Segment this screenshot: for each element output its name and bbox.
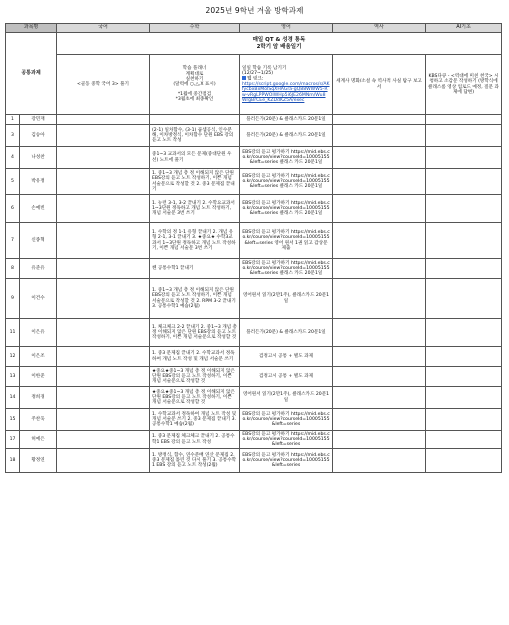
- english-task: EBS강의 듣고 평가하기 https://mid.ebs.co.kr/course/view?courseId=10005155&left=series 영어 원서 1권 읽고 감상문 제출: [240, 223, 333, 259]
- history-task: [333, 115, 426, 125]
- korean-task: [57, 319, 150, 347]
- row-number: 15: [6, 409, 20, 431]
- history-task: [333, 367, 426, 387]
- row-number: 4: [6, 147, 20, 169]
- student-name: 김승아: [20, 125, 57, 147]
- math-task: 1. 중3 문제집 끝내기 2. 수학교과서 정독하여 개념 노트 작성 및 개념 서술문 쓰기: [150, 347, 240, 367]
- history-task: [333, 195, 426, 223]
- ai-task: [426, 319, 502, 347]
- table-row: [6, 279, 502, 319]
- header-korean: 국어: [57, 24, 150, 33]
- banner-cell: [57, 33, 502, 55]
- history-task: [333, 449, 426, 473]
- korean-task: [57, 195, 150, 223]
- korean-task: [57, 169, 150, 195]
- row-number: 18: [6, 449, 20, 473]
- korean-task: [57, 259, 150, 279]
- table-row: [6, 367, 502, 387]
- math-task: 1. 수학교과서 정독하여 개념 노트 작성 및 개념 서술문 쓰기 2. 중3 문제집 끝내기 3. 공통수학1 예습(2월): [150, 409, 240, 431]
- common-korean: <골동 중학 국어 3> 풀기: [57, 55, 150, 115]
- english-task: EBS강의 듣고 평가하기 https://mid.ebs.co.kr/course/view?courseId=10005155&left=series 클래스 카드 20문1일: [240, 147, 333, 169]
- ai-task: [426, 223, 502, 259]
- header-subject: 과목명: [6, 24, 57, 33]
- row-number: 12: [6, 347, 20, 367]
- korean-task: [57, 223, 150, 259]
- history-task: [333, 169, 426, 195]
- table-row: [6, 147, 502, 169]
- history-task: [333, 409, 426, 431]
- ai-task: [426, 169, 502, 195]
- ai-task: [426, 449, 502, 473]
- table-row: [6, 319, 502, 347]
- banner-line-1: 매일 QT & 성경 통독: [252, 37, 306, 43]
- row-number: 8: [6, 259, 20, 279]
- math-task: 1. 뉴런 3-1, 3-2 끝내기 2. 수학요교과서 1~3단원 정독하고 개념 노트 작성하기, 개념 서술문 3번 쓰기: [150, 195, 240, 223]
- history-task: [333, 147, 426, 169]
- student-name: 유준유: [20, 259, 57, 279]
- english-task: 플러든가(20문) & 클래스카드 20문1일: [240, 125, 333, 147]
- english-task: EBS강의 듣고 평가하기 https://mid.ebs.co.kr/course/view?courseId=10005155&left=series: [240, 409, 333, 431]
- ai-task: [426, 259, 502, 279]
- row-number: 9: [6, 279, 20, 319]
- ai-task: [426, 367, 502, 387]
- math-line: *3월초에 최종확인: [175, 97, 214, 103]
- table-row: [6, 195, 502, 223]
- english-task: EBS강의 듣고 평가하기 https://mid.ebs.co.kr/course/view?courseId=10005155&left=series 클래스 카드 20문1일: [240, 195, 333, 223]
- table-row: [6, 125, 502, 147]
- row-number: 13: [6, 367, 20, 387]
- table-row: [6, 449, 502, 473]
- math-line: 계획대로: [185, 71, 204, 77]
- ai-task: [426, 147, 502, 169]
- row-number: 6: [6, 195, 20, 223]
- banner-row: [6, 33, 502, 55]
- table-row: [6, 347, 502, 367]
- assignment-table: [5, 23, 502, 473]
- row-number: 7: [6, 223, 20, 259]
- english-line-1: 일일 학습 기록 남기기: [242, 66, 287, 72]
- ai-task: [426, 347, 502, 367]
- ai-task: [426, 387, 502, 409]
- student-name: 박유정: [20, 169, 57, 195]
- math-task: (2-1) 일차함수, (3-1) 곱셈공식, 인수분해, 이차방정식, 이차함수 단원 EBS 강의 듣고 노트 작성: [150, 125, 240, 147]
- history-task: [333, 387, 426, 409]
- student-name: 이건수: [20, 279, 57, 319]
- korean-task: [57, 387, 150, 409]
- history-task: [333, 279, 426, 319]
- history-task: [333, 259, 426, 279]
- student-name: 정희경: [20, 387, 57, 409]
- student-name: 나성찬: [20, 147, 57, 169]
- common-math: [150, 55, 240, 115]
- student-name: 허예은: [20, 431, 57, 449]
- english-task: 플러든가(20문) & 클래스카드 20문1일: [240, 115, 333, 125]
- math-line: *1월에 중간점검: [177, 92, 212, 98]
- english-link-label: 웹 링크:: [247, 76, 264, 82]
- table-row: [6, 409, 502, 431]
- korean-task: [57, 147, 150, 169]
- korean-task: [57, 125, 150, 147]
- row-number: 5: [6, 169, 20, 195]
- korean-task: [57, 115, 150, 125]
- math-line: 실천하기: [185, 76, 204, 82]
- english-task: 플러든가(20문) & 클래스카드 20문1일: [240, 319, 333, 347]
- table-row: [6, 223, 502, 259]
- banner-line-2: 2학기 암 배움일기: [256, 43, 302, 50]
- row-number: 3: [6, 125, 20, 147]
- student-name: 강민재: [20, 115, 57, 125]
- common-english: [240, 55, 333, 115]
- math-task: [150, 115, 240, 125]
- student-name: 이한준: [20, 367, 57, 387]
- english-line-2: (12/27~1/25): [242, 71, 273, 77]
- math-task: 1. 중3 문제집 체크체크 끝내기 2. 공통수학1 EBS 강의 듣고 노트 작성: [150, 431, 240, 449]
- link-icon: [242, 76, 246, 80]
- header-history: 역사: [333, 24, 426, 33]
- header-row: [6, 24, 502, 33]
- math-task: 1. 중1~3 개념 총 정 이해되지 않은 단원 EBS강의 듣고 노트 작성하기, 이쁜 개념 서술문으로 작성할 것 2. 중3 문제집 끝내기: [150, 169, 240, 195]
- student-name: 손예빈: [20, 195, 57, 223]
- english-task: EBS강의 듣고 평가하기 https://mid.ebs.co.kr/course/view?courseId=10005155&left=series: [240, 431, 333, 449]
- ai-task: [426, 125, 502, 147]
- table-row: [6, 431, 502, 449]
- ai-task: [426, 431, 502, 449]
- row-number: 1: [6, 115, 20, 125]
- row-number: 14: [6, 387, 20, 409]
- math-task: 중1~3 교과서의 모든 문제(중대단원 우선) 노트에 풀기: [150, 147, 240, 169]
- history-task: [333, 319, 426, 347]
- header-ai: AI기초: [426, 24, 502, 33]
- math-line: (달력에 ○,△,X 표시): [173, 82, 216, 87]
- history-task: [333, 223, 426, 259]
- english-task: EBS강의 듣고 평가하기 https://mid.ebs.co.kr/course/view?courseId=10005155&left=series: [240, 449, 333, 473]
- english-url-link[interactable]: https://script.google.com/macros/s/AKfycbxBxMolSqXHAGra-gQ88WWW5-Rw-vRgLPPWOIWHp5i6JE26MNm/Wu8WrgBrCEe_KZDdKZ5A/exec: [242, 82, 330, 103]
- english-task: 검정고시 공통 + 별도 과제: [240, 367, 333, 387]
- student-name: 황정연: [20, 449, 57, 473]
- ai-task: [426, 409, 502, 431]
- history-task: [333, 347, 426, 367]
- english-task: 검정고시 공통 + 별도 과제: [240, 347, 333, 367]
- student-name: 이은조: [20, 347, 57, 367]
- ai-task: [426, 115, 502, 125]
- korean-task: [57, 367, 150, 387]
- common-history: 세계사 명화/소설 속 역사적 사실 탐구 보고서: [333, 55, 426, 115]
- math-task: 1. 중1~3 개념 총 정 이해되지 않은 단원 EBS강의 듣고 노트 작성하기, 이쁜 개념 서술문으로 작성할 것 2. RPM 3-2 끝내기 3. 공통수학1 예습(2월): [150, 279, 240, 319]
- english-task: 영어원서 읽기(2만1주), 클래스카드 20문1일: [240, 387, 333, 409]
- korean-task: [57, 431, 150, 449]
- math-task: 1. 체크체크 2-2 끝내기 2. 중1~3 개념 총 정 이해되지 않은 단원 EBS강의 듣고 노트 작성하기, 이쁜 개념 서술문으로 작성할 것: [150, 319, 240, 347]
- korean-task: [57, 279, 150, 319]
- math-task: ★중요★중1~3 개념 총 정 이해되지 않은 단원 EBS강의 듣고 노트 작성하기, 이쁜 개념 서술문으로 작성할 것: [150, 387, 240, 409]
- row-number: 17: [6, 431, 20, 449]
- math-task: ★중요★중1~3 개념 총 정 이해되지 않은 단원 EBS강의 듣고 노트 작성하기, 이쁜 개념 서술문으로 작성할 것: [150, 367, 240, 387]
- table-row: [6, 387, 502, 409]
- table-row: [6, 259, 502, 279]
- student-name: 신종혁: [20, 223, 57, 259]
- ai-task: [426, 279, 502, 319]
- math-task: 1. 방정식, 함수, 연수분배 연산 문제집 2. 중3 문제집 틀린 것 다시 풀기 3. 공통수학1 EBS 강의 듣고 노트 작성(2월): [150, 449, 240, 473]
- common-row: [6, 55, 502, 115]
- english-task: 영어원서 읽기(2만1주), 클래스카드 20문1일: [240, 279, 333, 319]
- student-name: 이은유: [20, 319, 57, 347]
- korean-task: [57, 347, 150, 367]
- student-name: 주찬욱: [20, 409, 57, 431]
- english-task: EBS강의 듣고 평가하기 https://mid.ebs.co.kr/course/view?courseId=10005155&left=series 클래스 카드 20문1일: [240, 169, 333, 195]
- korean-task: [57, 409, 150, 431]
- document-title: 2025년 9학년 겨울 방학과제: [205, 6, 304, 15]
- math-task: 1. 수학의 정 1-1 유형 끝내기 2. 개념 유형 2-1, 3-1 끝내기 3. ★중요★ 수학3교과서 1~3단원 정독하고 개념 노트 작성하기, 이쁜 개념 서술문 3번 쓰기: [150, 223, 240, 259]
- common-label: 공통과제: [6, 33, 57, 115]
- table-row: [6, 115, 502, 125]
- english-task: EBS강의 듣고 평가하기 https://mid.ebs.co.kr/course/view?courseId=10005155&left=series 클래스 카드 20문1일: [240, 259, 333, 279]
- math-task: 쎈 공통수학1 끝내기: [150, 259, 240, 279]
- history-task: [333, 125, 426, 147]
- header-english: 영어: [240, 24, 333, 33]
- history-task: [333, 431, 426, 449]
- math-line: 학습 플래너: [182, 66, 207, 72]
- header-math: 수학: [150, 24, 240, 33]
- row-number: 11: [6, 319, 20, 347]
- common-ai: KBS다큐 - <역대에 미친 천국> 시청하고 소감문 작성하기 (방학식에 클래스룸 영상 업로드 예정, 질문 과제에 답변): [426, 55, 502, 115]
- korean-task: [57, 449, 150, 473]
- table-row: [6, 169, 502, 195]
- ai-task: [426, 195, 502, 223]
